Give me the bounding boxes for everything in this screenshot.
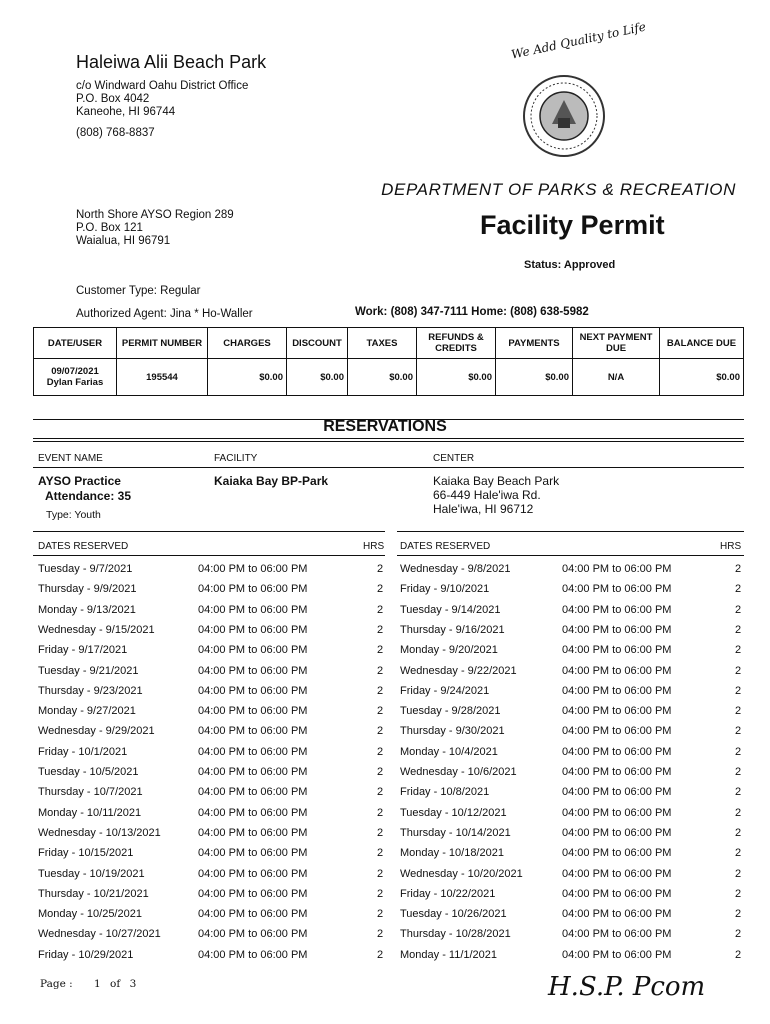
header-refunds: REFUNDS & CREDITS (417, 328, 496, 359)
reservation-hours: 2 (735, 847, 742, 860)
col-event-name: EVENT NAME (38, 453, 103, 464)
reservation-date: Tuesday - 10/12/2021 (400, 806, 507, 819)
reservation-time: 04:00 PM to 06:00 PM (198, 908, 308, 921)
reservation-date: Friday - 10/1/2021 (38, 745, 128, 758)
summary-data-row (34, 359, 744, 396)
cell-payments: $0.00 (496, 359, 573, 396)
reservation-date: Monday - 11/1/2021 (400, 948, 498, 961)
cell-balance: $0.00 (660, 359, 744, 396)
summary-header-row (34, 328, 744, 359)
reservation-hours: 2 (377, 806, 384, 819)
reservation-date: Thursday - 9/16/2021 (400, 623, 505, 636)
divider (33, 467, 744, 468)
reservation-hours: 2 (735, 623, 742, 636)
office-address-line: P.O. Box 4042 (76, 93, 150, 105)
divider (33, 555, 385, 556)
reservation-date: Monday - 9/20/2021 (400, 644, 498, 657)
reservation-hours: 2 (735, 928, 742, 941)
reservation-date: Thursday - 10/21/2021 (38, 887, 149, 900)
reservation-time: 04:00 PM to 06:00 PM (562, 928, 672, 941)
cell-refunds: $0.00 (417, 359, 496, 396)
department-name: DEPARTMENT OF PARKS & RECREATION (381, 180, 736, 199)
reservation-hours: 2 (377, 745, 384, 758)
cell-permit-number: 195544 (117, 359, 208, 396)
reservation-hours: 2 (377, 928, 384, 941)
event-name: AYSO Practice (38, 474, 121, 488)
reservation-time: 04:00 PM to 06:00 PM (562, 644, 672, 657)
reservation-time: 04:00 PM to 06:00 PM (562, 908, 672, 921)
reservation-date: Wednesday - 9/22/2021 (400, 664, 517, 677)
center-line: Hale'iwa, HI 96712 (433, 502, 534, 516)
divider (397, 531, 744, 532)
reservation-date: Wednesday - 9/29/2021 (38, 725, 155, 738)
reservation-hours: 2 (377, 583, 384, 596)
reservation-time: 04:00 PM to 06:00 PM (198, 745, 308, 758)
center-line: Kaiaka Bay Beach Park (433, 474, 560, 488)
customer-address-line: Waialua, HI 96791 (76, 235, 171, 247)
reservation-time: 04:00 PM to 06:00 PM (562, 583, 672, 596)
reservation-hours: 2 (735, 887, 742, 900)
reservation-time: 04:00 PM to 06:00 PM (562, 563, 672, 575)
header-balance: BALANCE DUE (660, 328, 744, 359)
reservation-time: 04:00 PM to 06:00 PM (198, 603, 308, 616)
reservation-date: Friday - 10/22/2021 (400, 887, 496, 900)
reservation-hours: 2 (735, 705, 742, 718)
page-label: Page : (40, 978, 73, 990)
reservation-date: Friday - 10/29/2021 (38, 948, 134, 961)
reservation-date: Thursday - 10/7/2021 (38, 786, 143, 799)
header-charges: CHARGES (208, 328, 287, 359)
reservation-hours: 2 (377, 786, 384, 799)
reservation-time: 04:00 PM to 06:00 PM (198, 725, 308, 738)
reservation-time: 04:00 PM to 06:00 PM (562, 603, 672, 616)
reservation-hours: 2 (377, 563, 384, 575)
customer-address-line: P.O. Box 121 (76, 222, 143, 234)
office-address-line: Kaneohe, HI 96744 (76, 106, 176, 118)
reservation-date: Thursday - 9/23/2021 (38, 684, 143, 697)
facility-name: Kaiaka Bay BP-Park (214, 474, 329, 488)
reservation-time: 04:00 PM to 06:00 PM (562, 806, 672, 819)
reservation-hours: 2 (377, 725, 384, 738)
office-title: Haleiwa Alii Beach Park (76, 52, 267, 72)
handwritten-signature: H.S.P. Pcom (548, 972, 706, 1002)
customer-type: Customer Type: Regular (76, 285, 201, 297)
reservation-hours: 2 (377, 908, 384, 921)
reservation-date: Friday - 9/24/2021 (400, 684, 490, 697)
reservation-time: 04:00 PM to 06:00 PM (562, 745, 672, 758)
reservation-date: Tuesday - 10/5/2021 (38, 766, 139, 778)
reservation-time: 04:00 PM to 06:00 PM (562, 847, 672, 860)
divider (33, 438, 744, 439)
reservation-hours: 2 (377, 887, 384, 900)
center-address (433, 474, 559, 516)
reservation-time: 04:00 PM to 06:00 PM (562, 948, 672, 961)
reservation-hours: 2 (735, 786, 742, 799)
reservation-date: Wednesday - 10/13/2021 (38, 826, 161, 839)
reservation-time: 04:00 PM to 06:00 PM (198, 644, 308, 657)
reservation-hours: 2 (735, 684, 742, 697)
reservation-time: 04:00 PM to 06:00 PM (198, 563, 308, 575)
reservation-date: Wednesday - 10/27/2021 (38, 928, 161, 941)
reservation-date: Tuesday - 9/21/2021 (38, 664, 139, 677)
reservation-hours: 2 (735, 908, 742, 921)
tagline: We Add Quality to Life (510, 19, 648, 62)
reservation-date: Friday - 9/17/2021 (38, 644, 128, 657)
cell-charges: $0.00 (208, 359, 287, 396)
reservation-time: 04:00 PM to 06:00 PM (198, 684, 308, 697)
dates-reserved-header-right: DATES RESERVED (400, 541, 491, 552)
reservation-time: 04:00 PM to 06:00 PM (198, 583, 308, 596)
reservation-hours: 2 (735, 745, 742, 758)
col-facility: FACILITY (214, 453, 258, 464)
header-payments: PAYMENTS (496, 328, 573, 359)
reservation-time: 04:00 PM to 06:00 PM (198, 948, 308, 961)
reservation-date: Monday - 10/11/2021 (38, 806, 142, 819)
office-address (76, 80, 248, 140)
reservation-hours: 2 (377, 664, 384, 677)
header-next-payment: NEXT PAYMENT DUE (573, 328, 660, 359)
reservation-time: 04:00 PM to 06:00 PM (198, 623, 308, 636)
reservation-hours: 2 (735, 766, 742, 778)
reservation-time: 04:00 PM to 06:00 PM (562, 867, 672, 880)
reservation-date: Tuesday - 9/28/2021 (400, 705, 501, 718)
reservation-time: 04:00 PM to 06:00 PM (562, 826, 672, 839)
status-text: Status: Approved (524, 259, 616, 271)
reservation-hours: 2 (735, 826, 742, 839)
reservation-time: 04:00 PM to 06:00 PM (562, 684, 672, 697)
cell-user: Dylan Farias (46, 377, 104, 388)
office-address-line: c/o Windward Oahu District Office (76, 80, 249, 92)
reservation-time: 04:00 PM to 06:00 PM (198, 766, 308, 778)
hrs-header-left: HRS (363, 541, 385, 552)
reservation-date: Monday - 9/13/2021 (38, 603, 136, 616)
reservation-time: 04:00 PM to 06:00 PM (198, 705, 308, 718)
reservation-hours: 2 (377, 948, 384, 961)
reservation-date: Monday - 9/27/2021 (38, 705, 136, 718)
reservation-date: Friday - 10/15/2021 (38, 847, 134, 860)
cell-date: 09/07/2021 (51, 366, 99, 377)
reservation-hours: 2 (735, 644, 742, 657)
reservation-time: 04:00 PM to 06:00 PM (198, 806, 308, 819)
cell-date-user (34, 359, 117, 396)
reservation-time: 04:00 PM to 06:00 PM (198, 826, 308, 839)
reservation-hours: 2 (377, 623, 384, 636)
divider (33, 531, 385, 532)
header-date-user: DATE/USER (34, 328, 117, 359)
customer-phones: Work: (808) 347-7111 Home: (808) 638-5982 (355, 306, 589, 318)
reservation-time: 04:00 PM to 06:00 PM (562, 766, 672, 778)
page-total: 3 (129, 978, 137, 990)
reservation-date: Monday - 10/4/2021 (400, 745, 498, 758)
reservation-hours: 2 (735, 563, 742, 575)
reservation-hours: 2 (377, 847, 384, 860)
reservation-hours: 2 (735, 867, 742, 880)
reservation-hours: 2 (735, 806, 742, 819)
reservation-date: Monday - 10/25/2021 (38, 908, 142, 921)
reservation-hours: 2 (377, 867, 384, 880)
header-permit-number: PERMIT NUMBER (117, 328, 208, 359)
reservation-time: 04:00 PM to 06:00 PM (562, 664, 672, 677)
reservation-hours: 2 (735, 603, 742, 616)
reservation-hours: 2 (377, 603, 384, 616)
office-phone: (808) 768-8837 (76, 127, 155, 139)
customer-address-line: North Shore AYSO Region 289 (76, 209, 234, 221)
reservation-date: Tuesday - 10/19/2021 (38, 867, 145, 880)
reservation-time: 04:00 PM to 06:00 PM (198, 664, 308, 677)
header-taxes: TAXES (348, 328, 417, 359)
attendance: Attendance: 35 (45, 489, 132, 503)
reservations-title: RESERVATIONS (323, 418, 447, 435)
reservation-date: Tuesday - 9/14/2021 (400, 603, 501, 616)
reservation-time: 04:00 PM to 06:00 PM (198, 867, 308, 880)
reservation-hours: 2 (735, 948, 742, 961)
header-discount: DISCOUNT (287, 328, 348, 359)
reservation-time: 04:00 PM to 06:00 PM (562, 887, 672, 900)
reservation-date: Wednesday - 9/8/2021 (400, 563, 511, 575)
page-of: of (110, 978, 121, 990)
center-line: 66-449 Hale'iwa Rd. (433, 488, 541, 502)
reservation-date: Monday - 10/18/2021 (400, 847, 504, 860)
reservation-time: 04:00 PM to 06:00 PM (198, 847, 308, 860)
reservation-time: 04:00 PM to 06:00 PM (198, 928, 308, 941)
cell-next-due: N/A (573, 359, 660, 396)
reservation-time: 04:00 PM to 06:00 PM (198, 887, 308, 900)
permit-summary-table (33, 327, 744, 396)
reservation-hours: 2 (377, 684, 384, 697)
reservation-date: Thursday - 10/28/2021 (400, 928, 511, 941)
reservation-time: 04:00 PM to 06:00 PM (562, 725, 672, 738)
reservation-hours: 2 (377, 644, 384, 657)
customer-address (76, 209, 234, 248)
reservation-date: Friday - 10/8/2021 (400, 786, 490, 799)
reservation-time: 04:00 PM to 06:00 PM (562, 786, 672, 799)
reservation-date: Friday - 9/10/2021 (400, 583, 490, 596)
authorized-agent: Authorized Agent: Jina * Ho-Waller (76, 308, 253, 320)
cell-taxes: $0.00 (348, 359, 417, 396)
dates-reserved-header-left: DATES RESERVED (38, 541, 129, 552)
col-center: CENTER (433, 453, 475, 464)
reservation-hours: 2 (735, 664, 742, 677)
event-type: Type: Youth (46, 509, 101, 521)
reservation-hours: 2 (377, 705, 384, 718)
reservation-hours: 2 (735, 725, 742, 738)
page-indicator (40, 978, 136, 990)
reservation-hours: 2 (377, 766, 384, 778)
reservation-time: 04:00 PM to 06:00 PM (562, 705, 672, 718)
reservation-date: Thursday - 9/9/2021 (38, 583, 137, 596)
cell-discount: $0.00 (287, 359, 348, 396)
reservation-date: Thursday - 9/30/2021 (400, 725, 505, 738)
reservation-date: Tuesday - 10/26/2021 (400, 908, 507, 921)
reservation-date: Thursday - 10/14/2021 (400, 826, 511, 839)
reservation-time: 04:00 PM to 06:00 PM (562, 623, 672, 636)
divider (397, 555, 744, 556)
divider (33, 441, 744, 442)
city-seal-icon (522, 74, 606, 158)
reservation-date: Wednesday - 10/6/2021 (400, 766, 517, 778)
page-number: 1 (94, 978, 101, 990)
hrs-header-right: HRS (720, 541, 742, 552)
reservation-date: Tuesday - 9/7/2021 (38, 563, 133, 575)
permit-title: Facility Permit (480, 210, 665, 240)
reservation-date: Wednesday - 9/15/2021 (38, 623, 155, 636)
reservation-time: 04:00 PM to 06:00 PM (198, 786, 308, 799)
reservation-hours: 2 (735, 583, 742, 596)
reservation-hours: 2 (377, 826, 384, 839)
reservation-date: Wednesday - 10/20/2021 (400, 867, 523, 880)
